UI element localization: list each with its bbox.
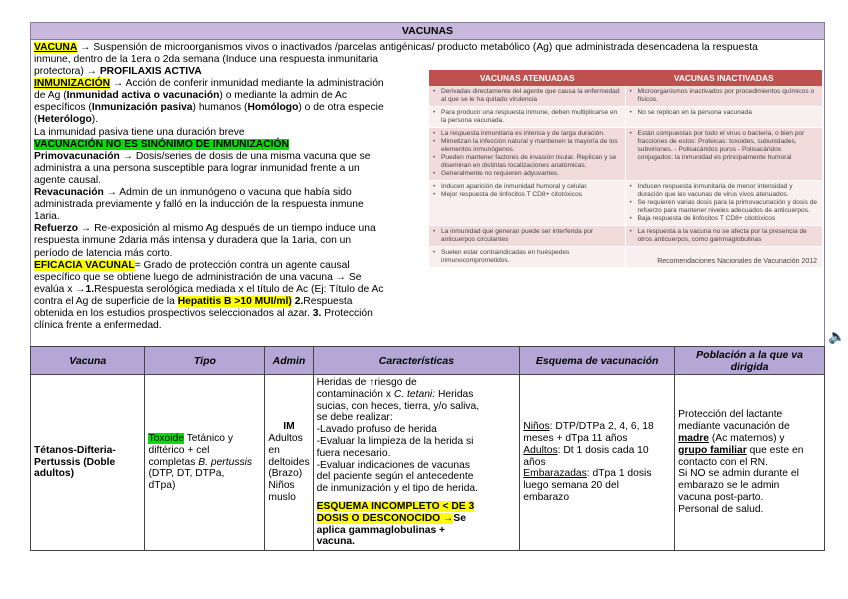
esquema-incompleto-highlight: ESQUEMA INCOMPLETO < DE 3: [316, 500, 475, 512]
header-caracteristicas: Características: [313, 347, 520, 375]
primovacunacion-term: Primovacunación: [34, 150, 120, 162]
cell-tipo: Toxoide Tetánico y diftérico + cel completas B. pertussis (DTP, DT, DTPa, dTpa): [145, 375, 265, 551]
definitions-section: [30, 40, 846, 346]
comparison-cell-inactivadas: [626, 86, 823, 106]
bullet-item: • Mejor respuesta de linfocitos T CD8+ citotóxicos: [441, 191, 621, 199]
bullet-item: • Están compuestas por todo el virus o bacteria, o bien por fracciones de estos: Proteicas: toxoides, subunidades, subviriones. - Polisacáridos puros - Polisacáridos conjugados: la inmunidad es principalmente humoral: [638, 130, 819, 162]
comparison-cell-inactivadas: [626, 226, 823, 246]
bullet-item: • Mimetizan la infección natural y mantienen la mayoría de los elementos inmunógenos.: [441, 138, 621, 154]
bullet-item: • Inducen respuesta inmunitaria de menor intensidad y duración que las vacunas de virus vivos atenuados.: [638, 183, 819, 199]
comparison-row: [429, 181, 822, 226]
inmunizacion-term: INMUNIZACIÓN: [34, 78, 111, 90]
vacuna-term: VACUNA: [34, 42, 78, 53]
cell-vacuna: Tétanos-Difteria-Pertussis (Doble adultos): [31, 375, 145, 551]
header-poblacion: Población a la que va dirigida: [675, 347, 825, 375]
page-title: VACUNAS: [30, 22, 825, 40]
cell-admin: IM Adultos en deltoides (Brazo) Niños muslo: [265, 375, 313, 551]
bullet-item: • Se requieren varias dosis para la primovacunación y dosis de refuerzo para mantener niveles adecuados de anticuerpos.: [638, 199, 819, 215]
table-header-row: [31, 347, 825, 375]
bullet-item: • Pueden mantener factores de invasión tisular. Replican y se diseminan en distintas localizaciones anatómicas.: [441, 154, 621, 170]
document-page: [30, 22, 846, 548]
comparison-row: [429, 86, 822, 107]
header-admin: Admin: [265, 347, 313, 375]
comparison-cell-inactivadas: [626, 128, 823, 180]
vaccine-table: [30, 346, 825, 551]
col-inactivadas: VACUNAS INACTIVADAS: [673, 73, 774, 83]
comparison-cell-inactivadas: [626, 181, 823, 225]
header-esquema: Esquema de vacunación: [520, 347, 675, 375]
table-row: [31, 375, 825, 551]
cell-caracteristicas: Heridas de ↑riesgo de contaminación x C. tetani: Heridas sucias, con heces, tierra, y/o saliva, se debe realizar: -Lavado profuso de herida -Evaluar la limpieza de la herida si fuera necesario. -Evaluar indicaciones de vacunas del paciente según el antecedente de inmunización y el tipo de herida. ESQUEMA INCOMPLETO < DE 3 DOSIS O DESCONOCIDO →Se aplica gammaglobulinas + vacuna.: [313, 375, 520, 551]
cell-poblacion: Protección del lactante mediante vacunación de madre (Ac maternos) y grupo familiar que este en contacto con el RN. Si NO se admin durante el embarazo se le admin vacuna post-parto. Personal de salud.: [675, 375, 825, 551]
bullet-item: • La respuesta inmunitaria es intensa y de larga duración.: [441, 130, 621, 138]
col-atenuadas: VACUNAS ATENUADAS: [479, 73, 575, 83]
pasiva-duracion: La inmunidad pasiva tiene una duración breve: [34, 126, 245, 138]
toxoide-highlight: Toxoide: [148, 433, 184, 445]
comparison-cell-atenuadas: [429, 181, 626, 225]
bullet-item: • Suelen estar contraindicadas en huéspedes inmunocomprometidos.: [441, 249, 621, 265]
bullet-item: • Microorganismos inactivados por procedimientos químicos o físicos.: [638, 88, 819, 104]
comparison-cell-atenuadas: [429, 86, 626, 106]
bullet-item: • Derivadas directamente del agente que causa la enfermedad al que se le ha quitado virulencia: [441, 88, 621, 104]
source-note: Recomendaciones Nacionales de Vacunación 2012: [657, 258, 817, 265]
comparison-cell-inactivadas: [626, 107, 823, 127]
vacuna-definition-line: VACUNA → Suspensión de microorganismos vivos o inactivados /parcelas antigénicas/ producto metabólico (Ag) que administrada desencadena la respuesta: [34, 42, 758, 53]
comparison-row: [429, 226, 822, 247]
refuerzo-term: Refuerzo: [34, 223, 79, 235]
no-sinonimo-banner: VACUNACIÓN NO ES SINÓNIMO DE INMUNIZACIÓN: [34, 138, 289, 150]
vaccine-types-comparison: [429, 70, 822, 268]
comparison-cell-atenuadas: [429, 128, 626, 180]
comparison-row: [429, 128, 822, 181]
eficacia-term: EFICACIA VACUNAL: [34, 259, 135, 271]
hepatitis-b-highlight: Hepatitis B >10 MUI/ml): [177, 295, 292, 307]
cell-esquema: Niños: DTP/DTPa 2, 4, 6, 18 meses + dTpa 11 años Adultos: Dt 1 dosis cada 10 años Embarazadas: dTpa 1 dosis luego semana 20 del embarazo: [520, 375, 675, 551]
profilaxis-activa: PROFILAXIS ACTIVA: [99, 66, 202, 78]
bullet-item: • No se replican en la persona vacunada: [638, 109, 819, 117]
definitions-text: inmune, dentro de la 1era o 2da semana (Induce una respuesta inmunitaria protectora) → PROFILAXIS ACTIVA INMUNIZACIÓN → Acción de conferir inmunidad mediante la administración de Ag (Inmunidad activa o vacunación) o mediante la admin de Ac específicos (Inmunización pasiva) humanos (Homólogo) o de otra especie (Heterólogo). La inmunidad pasiva tiene una duración breve VACUNACIÓN NO ES SINÓNIMO DE INMUNIZACIÓN Primovacunación → Dosis/series de dosis de una misma vacuna que se administra a una persona susceptible para lograr inmunidad frente a un agente causal. Revacunación → Admin de un inmunógeno o vacuna que había sido administrada previamente y falló en la inducción de la respuesta inmune 1aria. Refuerzo → Re-exposición al mismo Ag después de un tiempo induce una respuesta inmune 2daria más intensa y duradera que la 1aria, con un período de latencia más corto. EFICACIA VACUNAL= Grado de protección contra un agente causal específico que se obtiene luego de administración de una vacuna → Se evalúa x →1.Respuesta serológica mediada x el título de Ac (Ej: Título de Ac contra el Ag de superficie de la Hepatitis B >10 MUI/ml) 2.Respuesta obtenida en los estudios prospectivos seleccionados al azar. 3. Protección clínica frente a enfermedad.: [34, 54, 429, 332]
comparison-header: [429, 70, 822, 86]
bullet-item: • La inmunidad que generan puede ser interferida por anticuerpos circulantes: [441, 228, 621, 244]
bullet-item: • Generalmente no requieren adyuvantes.: [441, 170, 621, 178]
comparison-row: [429, 247, 822, 268]
comparison-cell-atenuadas: [429, 247, 626, 267]
speaker-icon[interactable]: 🔈: [828, 328, 846, 344]
bullet-item: • La respuesta a la vacuna no se afecta por la presencia de otros anticuerpos, como gammaglobulinas: [638, 228, 819, 244]
bullet-item: • Baja respuesta de linfocitos T CD8+ citotóxicos: [638, 215, 819, 223]
revacunacion-term: Revacunación: [34, 187, 104, 199]
header-vacuna: Vacuna: [31, 347, 145, 375]
comparison-rows: [429, 86, 822, 268]
header-tipo: Tipo: [145, 347, 265, 375]
comparison-cell-atenuadas: [429, 107, 626, 127]
comparison-cell-atenuadas: [429, 226, 626, 246]
comparison-row: [429, 107, 822, 128]
bullet-item: • Inducen aparición de inmunidad humoral y celular.: [441, 183, 621, 191]
bullet-item: • Para producir una respuesta inmune, deben multiplicarse en la persona vacunada.: [441, 109, 621, 125]
